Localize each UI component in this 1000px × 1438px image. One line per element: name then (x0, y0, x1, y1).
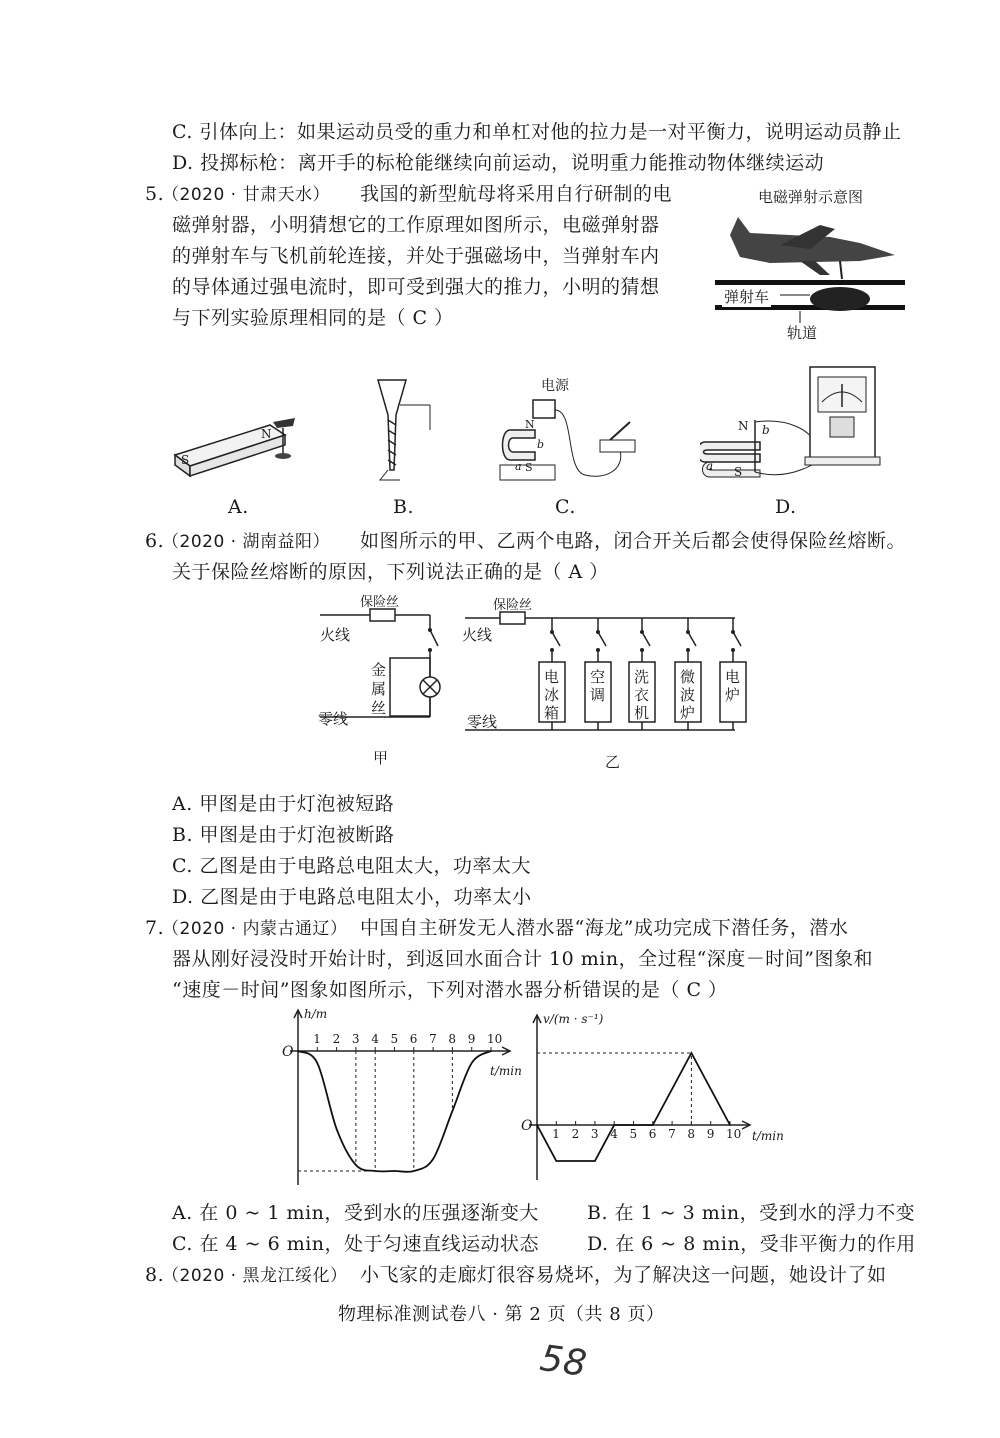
q8-source: （2020 · 黑龙江绥化） (162, 1266, 348, 1286)
q5-option-c: C. (555, 496, 576, 518)
x-tick-label: 5 (390, 1032, 399, 1046)
x-tick-label: 8 (448, 1032, 457, 1046)
data-point (413, 1170, 415, 1172)
appliance-label-char: 波 (680, 686, 696, 704)
catapult-car-label: 弹射车 (724, 288, 770, 306)
origin-label: O (282, 1044, 294, 1060)
data-point (691, 1052, 693, 1054)
switch-icon (642, 632, 650, 646)
q5-line-5: 与下列实验原理相同的是（ C ） (172, 307, 454, 329)
q6-line-1: 如图所示的甲、乙两个电路，闭合开关后都会使得保险丝熔断。 (360, 530, 907, 552)
q8-number: 8. (145, 1264, 165, 1286)
x-tick-label: 7 (668, 1127, 676, 1141)
magnet-n-label: N (261, 427, 272, 441)
y-axis-label: v/(m · s⁻¹) (543, 1012, 604, 1026)
appliance-label-char: 空 (590, 668, 606, 686)
x-tick-label: 4 (371, 1032, 379, 1046)
yi-neutral-label: 零线 (467, 713, 498, 731)
q5-line-4: 的导体通过强电流时，即可受到强大的推力，小明的猜想 (172, 276, 660, 298)
q6-source: （2020 · 湖南益阳） (162, 532, 330, 552)
data-series-line (537, 1053, 730, 1161)
data-point (490, 1050, 492, 1052)
jia-neutral-label: 零线 (318, 710, 349, 728)
velocity-time-chart (515, 1010, 790, 1190)
x-tick-label: 6 (409, 1032, 418, 1046)
c-b-label: b (537, 438, 545, 451)
coil-electromagnet-icon (378, 380, 430, 480)
option-a-figure (165, 370, 315, 490)
data-point (556, 1160, 558, 1162)
u-magnet-icon (503, 430, 536, 460)
origin-label: O (521, 1118, 533, 1134)
x-tick-label: 9 (706, 1127, 715, 1141)
q7-source: （2020 · 内蒙古通辽） (162, 919, 348, 939)
x-tick-label: 9 (467, 1032, 476, 1046)
x-tick-label: 1 (552, 1127, 560, 1141)
q5-source: （2020 · 甘肃天水） (162, 185, 330, 205)
q5-option-d: D. (775, 496, 797, 518)
power-supply-label: 电源 (541, 378, 569, 394)
q4-option-d: D. 投掷标枪：离开手的标枪能继续向前运动，说明重力能推动物体继续运动 (172, 152, 825, 174)
q5-option-a: A. (228, 496, 249, 518)
c-n-label: N (525, 418, 535, 431)
data-point (536, 1124, 538, 1126)
x-axis-label: t/min (752, 1129, 784, 1143)
catapult-figure-title: 电磁弹射示意图 (758, 188, 864, 206)
data-point (432, 1158, 434, 1160)
q7-option-c: C. 在 4 ~ 6 min，处于匀速直线运动状态 (172, 1233, 540, 1255)
q6-option-c: C. 乙图是由于电路总电阻太大，功率太大 (172, 855, 531, 877)
appliance-label-char: 炉 (725, 686, 741, 704)
depth-time-chart (270, 1005, 530, 1195)
data-point (613, 1124, 615, 1126)
appliance-label-char: 电 (544, 668, 560, 686)
q6-option-d: D. 乙图是由于电路总电阻太小，功率太小 (172, 886, 532, 908)
jia-fuse-label: 保险丝 (360, 595, 400, 610)
switch-icon (428, 628, 438, 652)
d-n-label: N (738, 419, 749, 433)
c-a-label: a (515, 460, 522, 473)
wire-label-3: 丝 (371, 699, 387, 717)
data-point (336, 1128, 338, 1130)
d-a-label: a (706, 459, 714, 473)
switch-icon (688, 632, 696, 646)
x-tick-label: 1 (313, 1032, 321, 1046)
yi-fuse-label: 保险丝 (493, 598, 533, 613)
q6-option-b: B. 甲图是由于灯泡被断路 (172, 824, 395, 846)
data-point (594, 1160, 596, 1162)
q7-line-2: 器从刚好浸没时开始计时，到返回水面合计 10 min，全过程“深度－时间”图象和 (172, 948, 874, 970)
switch-icon (552, 632, 560, 646)
option-d-figure (700, 362, 920, 492)
data-point (317, 1062, 319, 1064)
fuse-icon (370, 609, 395, 621)
q7-option-d: D. 在 6 ~ 8 min，受非平衡力的作用 (587, 1233, 916, 1255)
wire-label-2: 属 (371, 680, 387, 698)
q5-line-2: 磁弹射器，小明猜想它的工作原理如图所示，电磁弹射器 (172, 214, 660, 236)
switch-icon (598, 632, 606, 646)
appliance-label-char: 调 (590, 686, 606, 704)
switch-icon (733, 632, 741, 646)
q5-option-b: B. (393, 496, 415, 518)
yi-label: 乙 (605, 753, 621, 771)
appliance-label-char: 衣 (634, 686, 650, 704)
wire-label-1: 金 (371, 661, 387, 679)
x-tick-label: 7 (429, 1032, 437, 1046)
y-axis-label: h/m (304, 1007, 328, 1021)
magnet-s-label: S (181, 453, 190, 467)
appliance-label-char: 箱 (544, 704, 560, 722)
appliance-label-char: 洗 (634, 668, 650, 686)
x-axis-label: t/min (490, 1064, 522, 1078)
x-tick-label: 5 (629, 1127, 638, 1141)
d-b-label: b (762, 423, 770, 437)
jet-plane-icon (730, 217, 895, 279)
data-point (652, 1124, 654, 1126)
data-point (394, 1170, 396, 1172)
switch-icon (600, 422, 635, 452)
x-tick-label: 2 (332, 1032, 341, 1046)
x-tick-label: 8 (687, 1127, 696, 1141)
data-point (729, 1124, 731, 1126)
x-tick-label: 10 (726, 1127, 742, 1141)
jia-live-label: 火线 (320, 626, 351, 644)
x-tick-label: 4 (610, 1127, 618, 1141)
page-footer: 物理标准测试卷八 · 第 2 页（共 8 页） (338, 1304, 665, 1325)
c-s-label: S (525, 461, 533, 474)
q5-line-1: 我国的新型航母将采用自行研制的电 (360, 183, 673, 205)
data-point (374, 1170, 376, 1172)
q8-line-1: 小飞家的走廊灯很容易烧坏，为了解决这一问题，她设计了如 (360, 1264, 887, 1286)
q7-line-3: “速度－时间”图象如图所示，下列对潜水器分析错误的是（ C ） (172, 979, 728, 1001)
yi-live-label: 火线 (462, 626, 493, 644)
data-point (355, 1164, 357, 1166)
appliance-label-char: 机 (634, 704, 650, 722)
x-tick-label: 3 (590, 1127, 599, 1141)
q7-number: 7. (145, 917, 165, 939)
data-point (471, 1062, 473, 1064)
x-tick-label: 10 (487, 1032, 503, 1046)
q4-option-c: C. 引体向上：如果运动员受的重力和单杠对他的拉力是一对平衡力，说明运动员静止 (172, 121, 902, 143)
q5-line-3: 的弹射车与飞机前轮连接，并处于强磁场中，当弹射车内 (172, 245, 660, 267)
d-s-label: S (734, 465, 743, 479)
power-supply-icon (533, 400, 555, 418)
appliance-label-char: 电 (725, 668, 741, 686)
x-tick-label: 2 (571, 1127, 580, 1141)
jia-label: 甲 (373, 749, 389, 767)
appliance-label-char: 炉 (680, 704, 696, 722)
appliance-label-char: 微 (680, 668, 696, 686)
q7-line-1: 中国自主研发无人潜水器“海龙”成功完成下潜任务，潜水 (360, 917, 849, 939)
fuse-icon (500, 612, 525, 624)
q7-option-b: B. 在 1 ~ 3 min，受到水的浮力不变 (587, 1202, 916, 1224)
q7-option-a: A. 在 0 ~ 1 min，受到水的压强逐渐变大 (172, 1202, 539, 1224)
q6-line-2: 关于保险丝熔断的原因，下列说法正确的是（ A ） (172, 561, 609, 583)
x-tick-label: 6 (648, 1127, 657, 1141)
q5-number: 5. (145, 183, 165, 205)
appliance-label-char: 冰 (544, 686, 560, 704)
option-c-figure (495, 370, 645, 495)
catapult-track-label: 轨道 (787, 324, 818, 342)
q6-number: 6. (145, 530, 165, 552)
x-tick-label: 3 (351, 1032, 360, 1046)
catapult-figure (710, 205, 910, 340)
q6-option-a: A. 甲图是由于灯泡被短路 (172, 793, 395, 815)
data-point (297, 1050, 299, 1052)
handwritten-page-number: 58 (537, 1337, 590, 1386)
galvanometer-icon (805, 367, 880, 465)
data-series-line (298, 1051, 491, 1172)
option-b-figure (360, 375, 440, 495)
data-point (452, 1110, 454, 1112)
lamp-icon (420, 677, 440, 697)
